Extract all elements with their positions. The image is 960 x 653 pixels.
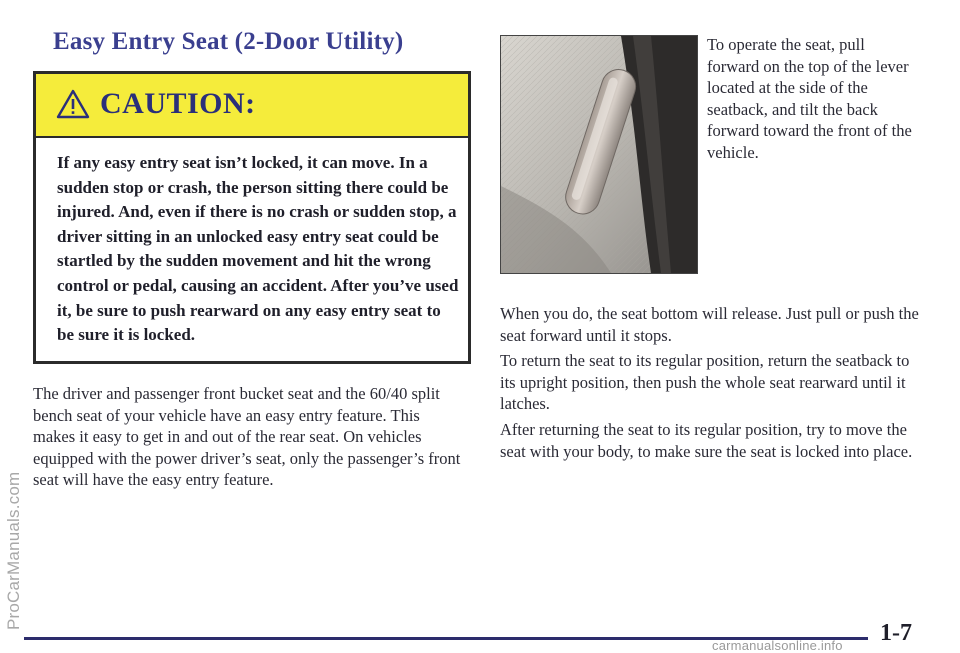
lock-check-paragraph: After returning the seat to its regular position, try to move the seat with your body, to make sure the seat is locked into place. [500, 420, 913, 461]
seat-lever-photo [500, 35, 698, 274]
operate-instructions: To operate the seat, pull forward on the top of the lever located at the side of the seatback, and tilt the back forward toward the front of the vehicle. [707, 35, 912, 162]
caution-text: If any easy entry seat isn’t locked, it can move. In a sudden stop or crash, the person sitting there could be injured. And, even if there is no crash or sudden stop, a driver sitting in an unlocked easy entry seat could be startled by the sudden movement and hit the wrong control or pedal, causing an accident. After you’ve used it, be sure to push rearward on any easy entry seat to be sure it is locked. [57, 153, 459, 345]
caution-box [33, 71, 471, 364]
caution-label: CAUTION: [100, 87, 256, 120]
page-title: Easy Entry Seat (2-Door Utility) [53, 28, 404, 55]
return-paragraph: To return the seat to its regular position, return the seatback to its upright position, then push the whole seat rearward until it latches. [500, 351, 910, 413]
page-number: 1-7 [880, 620, 912, 646]
release-paragraph: When you do, the seat bottom will release. Just pull or push the seat forward until it stops. [500, 304, 919, 345]
footer-watermark: carmanualsonline.info [712, 638, 843, 653]
seat-lever-illustration [501, 36, 697, 273]
side-watermark: ProCarManuals.com [4, 471, 23, 630]
caution-header [36, 74, 468, 138]
easy-entry-description: The driver and passenger front bucket seat and the 60/40 split bench seat of your vehicle have an easy entry feature. This makes it easy to get in and out of the rear seat. On vehicles equipped with the power driver’s seat, only the passenger’s front seat will have the easy entry feature. [33, 384, 461, 489]
warning-triangle-icon [56, 89, 90, 119]
